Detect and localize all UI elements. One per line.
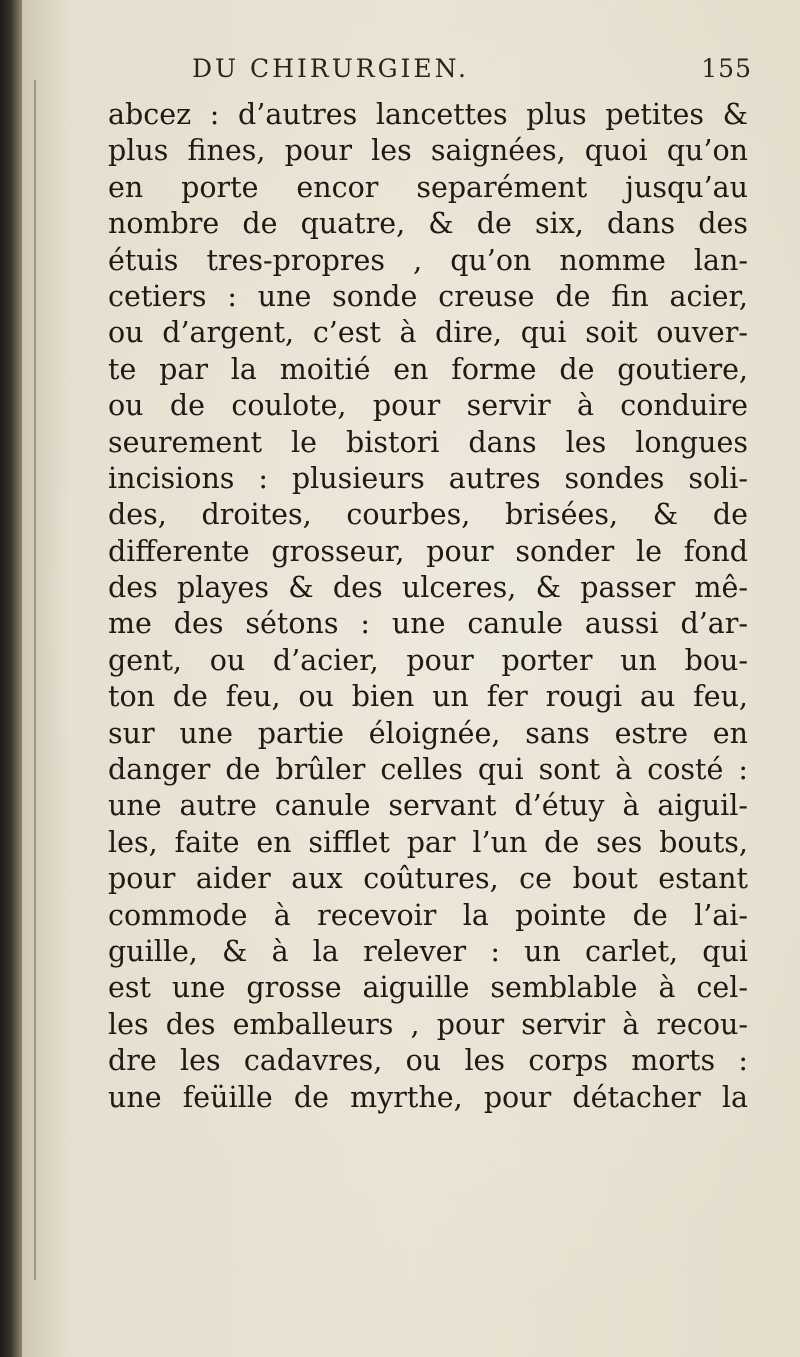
text-line: ou de coulote, pour servir à conduire bbox=[108, 389, 748, 423]
page-edge-shadow bbox=[34, 80, 36, 1280]
text-line: sur une partie éloignée, sans estre en bbox=[108, 716, 748, 750]
text-line: danger de brûler celles qui sont à costé : bbox=[108, 753, 748, 787]
text-line: ton de feu, ou bien un fer rougi au feu, bbox=[108, 680, 748, 714]
text-line: differente grosseur, pour sonder le fond bbox=[108, 534, 748, 568]
text-line: pour aider aux coûtures, ce bout estant bbox=[108, 862, 748, 896]
page-number: 155 bbox=[701, 54, 752, 83]
text-line: seurement le bistori dans les longues bbox=[108, 425, 748, 459]
running-header bbox=[192, 54, 752, 94]
text-line: des playes & des ulceres, & passer mê- bbox=[108, 571, 748, 605]
text-line: me des sétons : une canule aussi d’ar- bbox=[108, 607, 748, 641]
text-line: les, faite en sifflet par l’un de ses bouts, bbox=[108, 825, 748, 859]
text-line: nombre de quatre, & de six, dans des bbox=[108, 207, 748, 241]
text-line: étuis tres-propres , qu’on nomme lan- bbox=[108, 243, 748, 277]
text-line: en porte encor separément jusqu’au bbox=[108, 170, 748, 204]
text-line: dre les cadavres, ou les corps morts : bbox=[108, 1044, 748, 1078]
running-title: DU CHIRURGIEN. bbox=[192, 54, 469, 83]
text-line: une feüille de myrthe, pour détacher la bbox=[108, 1080, 748, 1114]
text-line: plus fines, pour les saignées, quoi qu’on bbox=[108, 134, 748, 168]
text-line: ou d’argent, c’est à dire, qui soit ouver- bbox=[108, 316, 748, 350]
text-line: incisions : plusieurs autres sondes soli- bbox=[108, 461, 748, 495]
text-line: abcez : d’autres lancettes plus petites & bbox=[108, 98, 748, 131]
text-line: te par la moitié en forme de goutiere, bbox=[108, 352, 748, 386]
body-text bbox=[108, 97, 748, 1116]
text-line: est une grosse aiguille semblable à cel- bbox=[108, 971, 748, 1005]
text-line: des, droites, courbes, brisées, & de bbox=[108, 498, 748, 532]
book-page bbox=[22, 0, 800, 1357]
text-line: une autre canule servant d’étuy à aiguil- bbox=[108, 789, 748, 823]
text-line: guille, & à la relever : un carlet, qui bbox=[108, 934, 748, 968]
text-line: cetiers : une sonde creuse de fin acier, bbox=[108, 279, 748, 313]
text-line: commode à recevoir la pointe de l’ai- bbox=[108, 898, 748, 932]
text-line: gent, ou d’acier, pour porter un bou- bbox=[108, 643, 748, 677]
text-line: les des emballeurs , pour servir à recou- bbox=[108, 1007, 748, 1041]
